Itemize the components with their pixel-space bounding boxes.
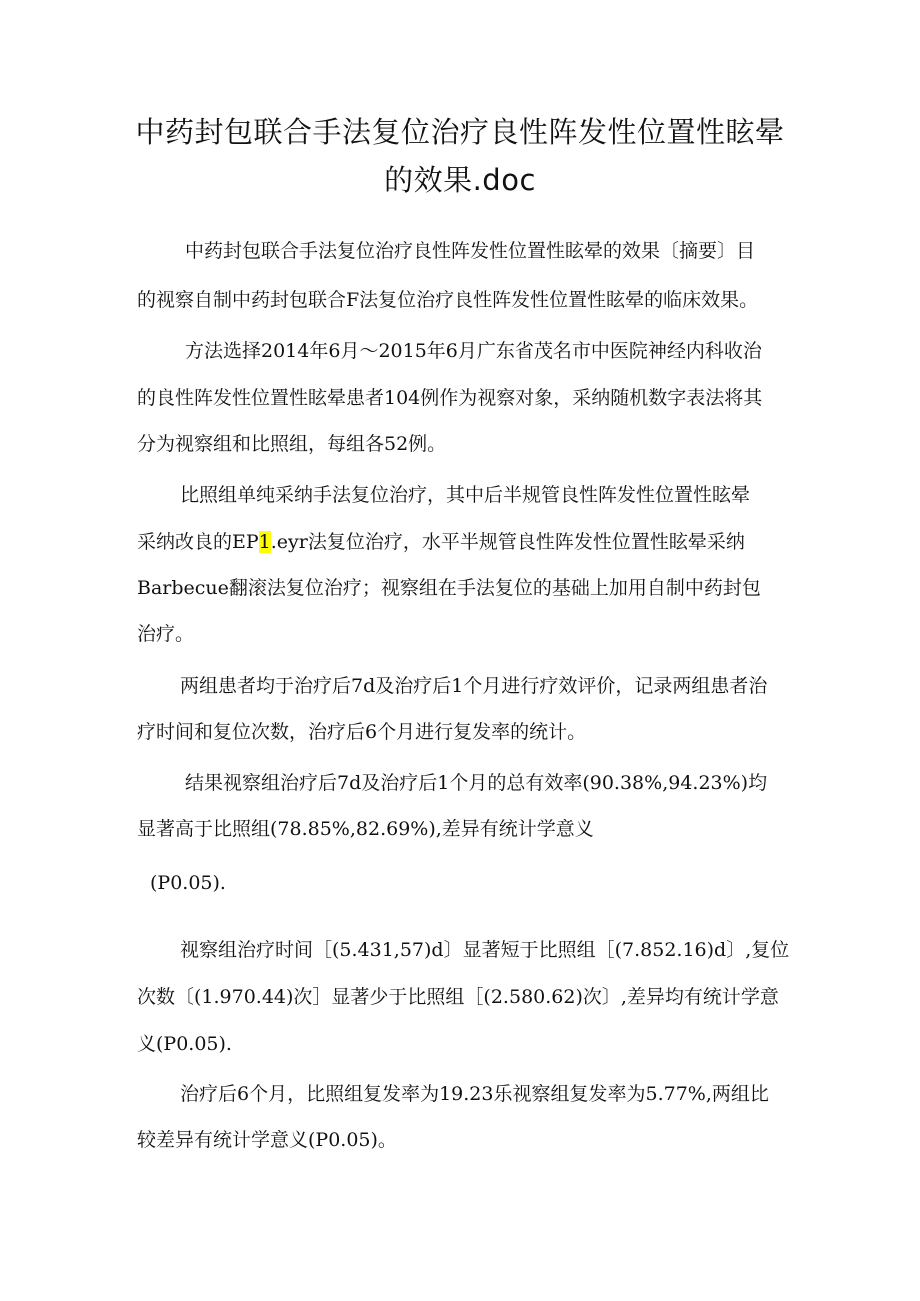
paragraph-line: 比照组单纯采纳手法复位治疗，其中后半规管良性阵发性位置性眩晕 [180,484,751,506]
line-segment: .eyr法复位治疗，水平半规管良性阵发性位置性眩晕采纳 [270,531,745,553]
line-segment: 采纳改良的EP [137,531,259,553]
paragraph-line: 疗时间和复位次数，治疗后6个月进行复发率的统计。 [137,721,587,743]
paragraph-line: 的视察自制中药封包联合F法复位治疗良性阵发性位置性眩晕的临床效果。 [137,289,759,311]
paragraph-line: 中药封包联合手法复位治疗良性阵发性位置性眩晕的效果〔摘要〕目 [185,240,756,262]
title-line-1: 中药封包联合手法复位治疗良性阵发性位置性眩晕 [135,115,785,149]
paragraph-line: 的良性阵发性位置性眩晕患者104例作为视察对象，采纳随机数字表法将其 [137,387,763,409]
paragraph-line: 显著高于比照组(78.85%,82.69%),差异有统计学意义 [137,818,594,840]
paragraph-line: 治疗后6个月，比照组复发率为19.23乐视察组复发率为5.77%,两组比 [180,1083,769,1105]
paragraph-line: 两组患者均于治疗后7d及治疗后1个月进行疗效评价，记录两组患者治 [180,675,768,697]
title-line-2: 的效果.doc [384,163,536,197]
paragraph-line: 义(P0.05). [137,1033,232,1055]
paragraph-line: (P0.05). [150,872,226,894]
paragraph-line: 治疗。 [137,623,195,645]
paragraph-line: 视察组治疗时间［(5.431,57)d〕显著短于比照组［(7.852.16)d〕,复位 [180,939,790,961]
paragraph-line: 分为视察组和比照组，每组各52例。 [137,433,447,455]
highlighted-text: 1 [258,531,271,553]
paragraph-line: 次数〔(1.970.44)次］显著少于比照组［(2.580.62)次〕,差异均有统计学意 [137,986,779,1008]
document-title [130,108,790,204]
paragraph-line: Barbecue翻滚法复位治疗；视察组在手法复位的基础上加用自制中药封包 [137,577,761,599]
paragraph-line: 方法选择2014年6月～2015年6月广东省茂名市中医院神经内科收治 [185,340,762,362]
paragraph-line: 结果视察组治疗后7d及治疗后1个月的总有效率(90.38%,94.23%)均 [185,772,768,794]
paragraph-line: 较差异有统计学意义(P0.05)。 [137,1129,397,1151]
paragraph-line [137,529,745,555]
